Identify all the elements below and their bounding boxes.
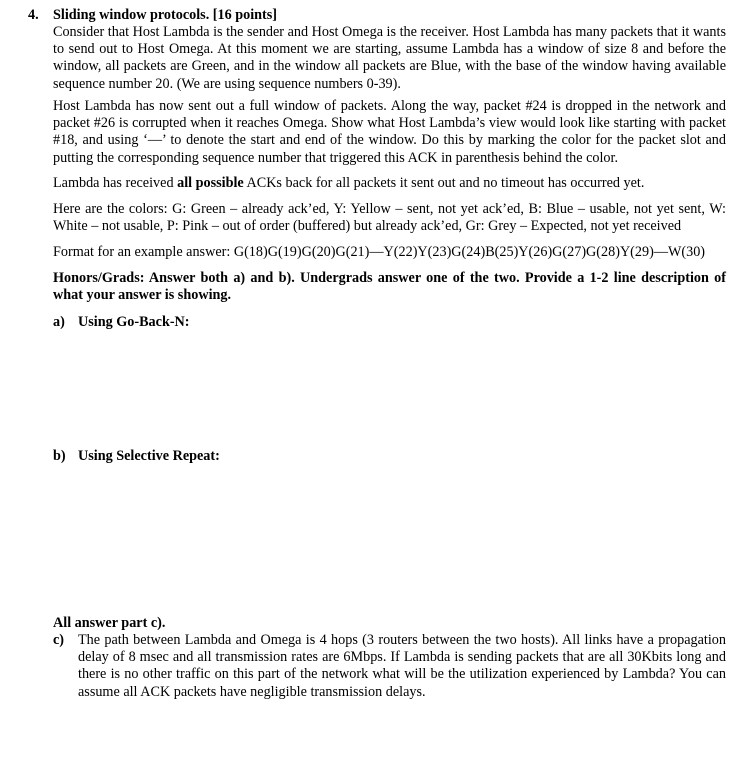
acks-bold: all possible [177, 175, 244, 191]
format-example: Format for an example answer: G(18)G(19)G(20)G(21)—Y(22)Y(23)G(24)B(25)Y(26)G(27)G(28)Y(29)—W(30) [53, 244, 706, 260]
question-number: 4. [28, 7, 39, 23]
acks-paragraph [53, 175, 726, 192]
part-c-text: The path between Lambda and Omega is 4 hops (3 routers between the two hosts). All links have a propagation delay of 8 msec and all transmission rates are 6Mbps. If Lambda is sending packets that are all 30Kbits long and there is no other traffic on this part of the network what will be the utilization experienced by Lambda? You can assume all ACK packets have negligible transmission delays. [78, 632, 726, 700]
part-a-heading: Using Go-Back-N: [78, 314, 190, 330]
colors-legend-paragraph: Here are the colors: G: Green – already ack’ed, Y: Yellow – sent, not yet ack’ed, B: Blue – usable, not yet sent, W: White – not usable, P: Pink – out of order (buffered) but already ack’ed, Gr: Grey – Expected, not yet received [53, 201, 726, 235]
all-answer-heading: All answer part c). [53, 615, 166, 631]
part-b-label: b) [53, 448, 66, 464]
part-a-label: a) [53, 314, 65, 330]
instructions-paragraph: Honors/Grads: Answer both a) and b). Undergrads answer one of the two. Provide a 1-2 line description of what your answer is showing. [53, 270, 726, 304]
intro-paragraph: Consider that Host Lambda is the sender and Host Omega is the receiver. Host Lambda has many packets that it wants to send out to Host Omega. At this moment we are starting, assume Lambda has a window of size 8 and before the window, all packets are Green, and in the window all packets are Blue, with the base of the window having available sequence number 20. (We are using sequence numbers 0-39). [53, 24, 726, 92]
part-c-label: c) [53, 632, 65, 648]
acks-post: ACKs back for all packets it sent out and no timeout has occurred yet. [243, 175, 645, 191]
scenario-paragraph: Host Lambda has now sent out a full window of packets. Along the way, packet #24 is dropped in the network and packet #26 is corrupted when it reaches Omega. Show what Host Lambda’s view would look like starting with packet #18, and using ‘—’ to denote the start and end of the window. Do this by marking the color for the packet slot and putting the corresponding sequence number that triggered this ACK in parenthesis behind the color. [53, 98, 726, 166]
part-b-heading: Using Selective Repeat: [78, 448, 220, 464]
question-title: Sliding window protocols. [16 points] [53, 7, 278, 23]
acks-pre: Lambda has received [53, 175, 178, 191]
